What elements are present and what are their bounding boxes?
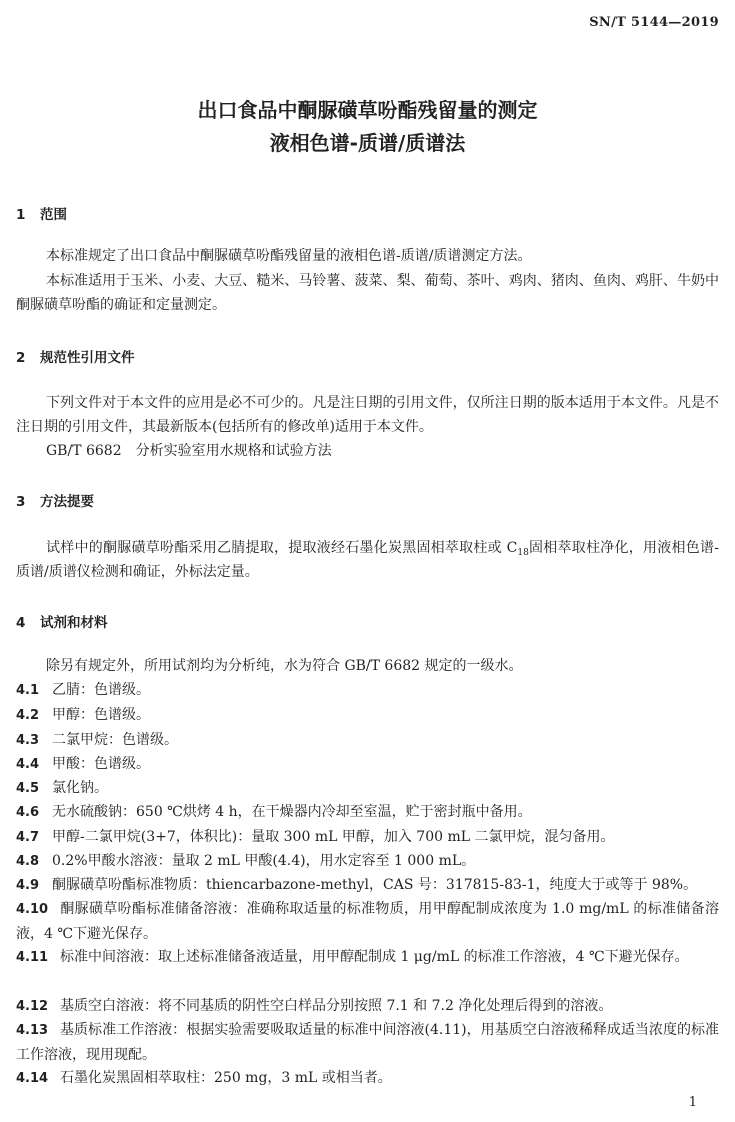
item-number: 4.7: [16, 830, 40, 845]
reagent-item: [16, 703, 719, 728]
item-number: 4.2: [16, 708, 40, 723]
reagent-item: [16, 776, 719, 801]
section-heading-normative-references: [16, 346, 135, 366]
document-title-line1: 出口食品中酮脲磺草吩酯残留量的测定: [197, 98, 538, 122]
section-heading-method-summary: [16, 490, 94, 510]
item-text: 甲醇：色谱级。: [52, 707, 150, 723]
standard-code: SN/T 5144—2019: [589, 15, 719, 30]
item-text: 甲酸：色谱级。: [52, 756, 150, 772]
page-number: 1: [688, 1095, 697, 1110]
item-number: 4.14: [16, 1071, 49, 1086]
item-text: 甲醇-二氯甲烷(3+7，体积比)：量取 300 mL 甲醇，加入 700 mL 二氯甲烷，混匀备用。: [52, 829, 615, 845]
section-number: 2: [16, 350, 26, 366]
reagent-item: [16, 1018, 719, 1067]
reagent-item: [16, 1066, 719, 1091]
item-number: 4.3: [16, 733, 40, 748]
section-heading-reagents: [16, 611, 108, 631]
item-text: 无水硫酸钠：650 ℃烘烤 4 h，在干燥器内冷却至室温，贮于密封瓶中备用。: [52, 804, 532, 820]
item-number: 4.4: [16, 757, 40, 772]
reagents-intro: 除另有规定外，所用试剂均为分析纯，水为符合 GB/T 6682 规定的一级水。: [46, 658, 523, 674]
reagent-item: [16, 728, 719, 753]
method-summary-paragraph: [16, 536, 719, 584]
item-text: 酮脲磺草吩酯标准储备溶液：准确称取适量的标准物质，用甲醇配制成浓度为 1.0 mg/mL 的标准储备溶液，4 ℃下避光保存。: [16, 901, 719, 942]
references-paragraph: 下列文件对于本文件的应用是必不可少的。凡是注日期的引用文件，仅所注日期的版本适用于本文件。凡是不注日期的引用文件，其最新版本(包括所有的修改单)适用于本文件。: [16, 395, 719, 435]
reference-gbt-6682: GB/T 6682 分析实验室用水规格和试验方法: [46, 443, 332, 459]
reagent-item: [16, 752, 719, 777]
reagent-item: [16, 825, 719, 850]
method-text-part1: 试样中的酮脲磺草吩酯采用乙腈提取，提取液经石墨化炭黑固相萃取柱或 C: [46, 540, 518, 556]
reagent-item: [16, 678, 719, 703]
item-number: 4.5: [16, 781, 40, 796]
method-text-part2: 固相萃取柱净化，用液相色谱-质谱/质谱仪检测和确证，外标法定量。: [16, 540, 719, 580]
reagent-item: [16, 849, 719, 874]
item-number: 4.11: [16, 950, 49, 965]
item-text: 二氯甲烷：色谱级。: [52, 732, 178, 748]
scope-paragraph-2: 本标准适用于玉米、小麦、大豆、糙米、马铃薯、菠菜、梨、葡萄、茶叶、鸡肉、猪肉、鱼肉、鸡肝、牛奶中酮脲磺草吩酯的确证和定量测定。: [16, 273, 719, 313]
scope-paragraph-1: 本标准规定了出口食品中酮脲磺草吩酯残留量的液相色谱-质谱/质谱测定方法。: [46, 248, 532, 264]
section-title: 试剂和材料: [40, 615, 108, 631]
item-number: 4.1: [16, 683, 40, 698]
item-text: 0.2%甲酸水溶液：量取 2 mL 甲酸(4.4)，用水定容至 1 000 mL。: [52, 853, 476, 869]
section-title: 范围: [40, 207, 67, 223]
reagent-item: [16, 897, 719, 946]
item-number: 4.13: [16, 1023, 49, 1038]
section-title: 规范性引用文件: [40, 350, 135, 366]
item-text: 酮脲磺草吩酯标准物质：thiencarbazone-methyl，CAS 号：317815-83-1，纯度大于或等于 98%。: [52, 877, 698, 893]
section-number: 1: [16, 207, 26, 223]
item-number: 4.6: [16, 805, 40, 820]
section-number: 3: [16, 494, 26, 510]
reagent-item: [16, 994, 719, 1019]
reagent-item: [16, 800, 719, 825]
reagent-item: [16, 873, 719, 898]
item-text: 基质空白溶液：将不同基质的阴性空白样品分别按照 7.1 和 7.2 净化处理后得到的溶液。: [60, 998, 613, 1014]
item-number: 4.8: [16, 854, 40, 869]
item-text: 乙腈：色谱级。: [52, 682, 150, 698]
item-number: 4.12: [16, 999, 49, 1014]
item-text: 基质标准工作溶液：根据实验需要吸取适量的标准中间溶液(4.11)，用基质空白溶液稀释成适当浓度的标准工作溶液，现用现配。: [16, 1022, 719, 1063]
item-text: 氯化钠。: [52, 780, 108, 796]
section-title: 方法提要: [40, 494, 94, 510]
item-number: 4.9: [16, 878, 40, 893]
section-heading-scope: [16, 203, 67, 223]
c18-subscript: 18: [517, 548, 529, 558]
document-title-line2: 液相色谱-质谱/质谱法: [269, 131, 466, 155]
item-text: 标准中间溶液：取上述标准储备液适量，用甲醇配制成 1 μg/mL 的标准工作溶液，4 ℃下避光保存。: [60, 949, 689, 965]
reagent-item: [16, 945, 719, 970]
item-number: 4.10: [16, 902, 49, 917]
item-text: 石墨化炭黑固相萃取柱：250 mg，3 mL 或相当者。: [60, 1070, 392, 1086]
section-number: 4: [16, 615, 26, 631]
